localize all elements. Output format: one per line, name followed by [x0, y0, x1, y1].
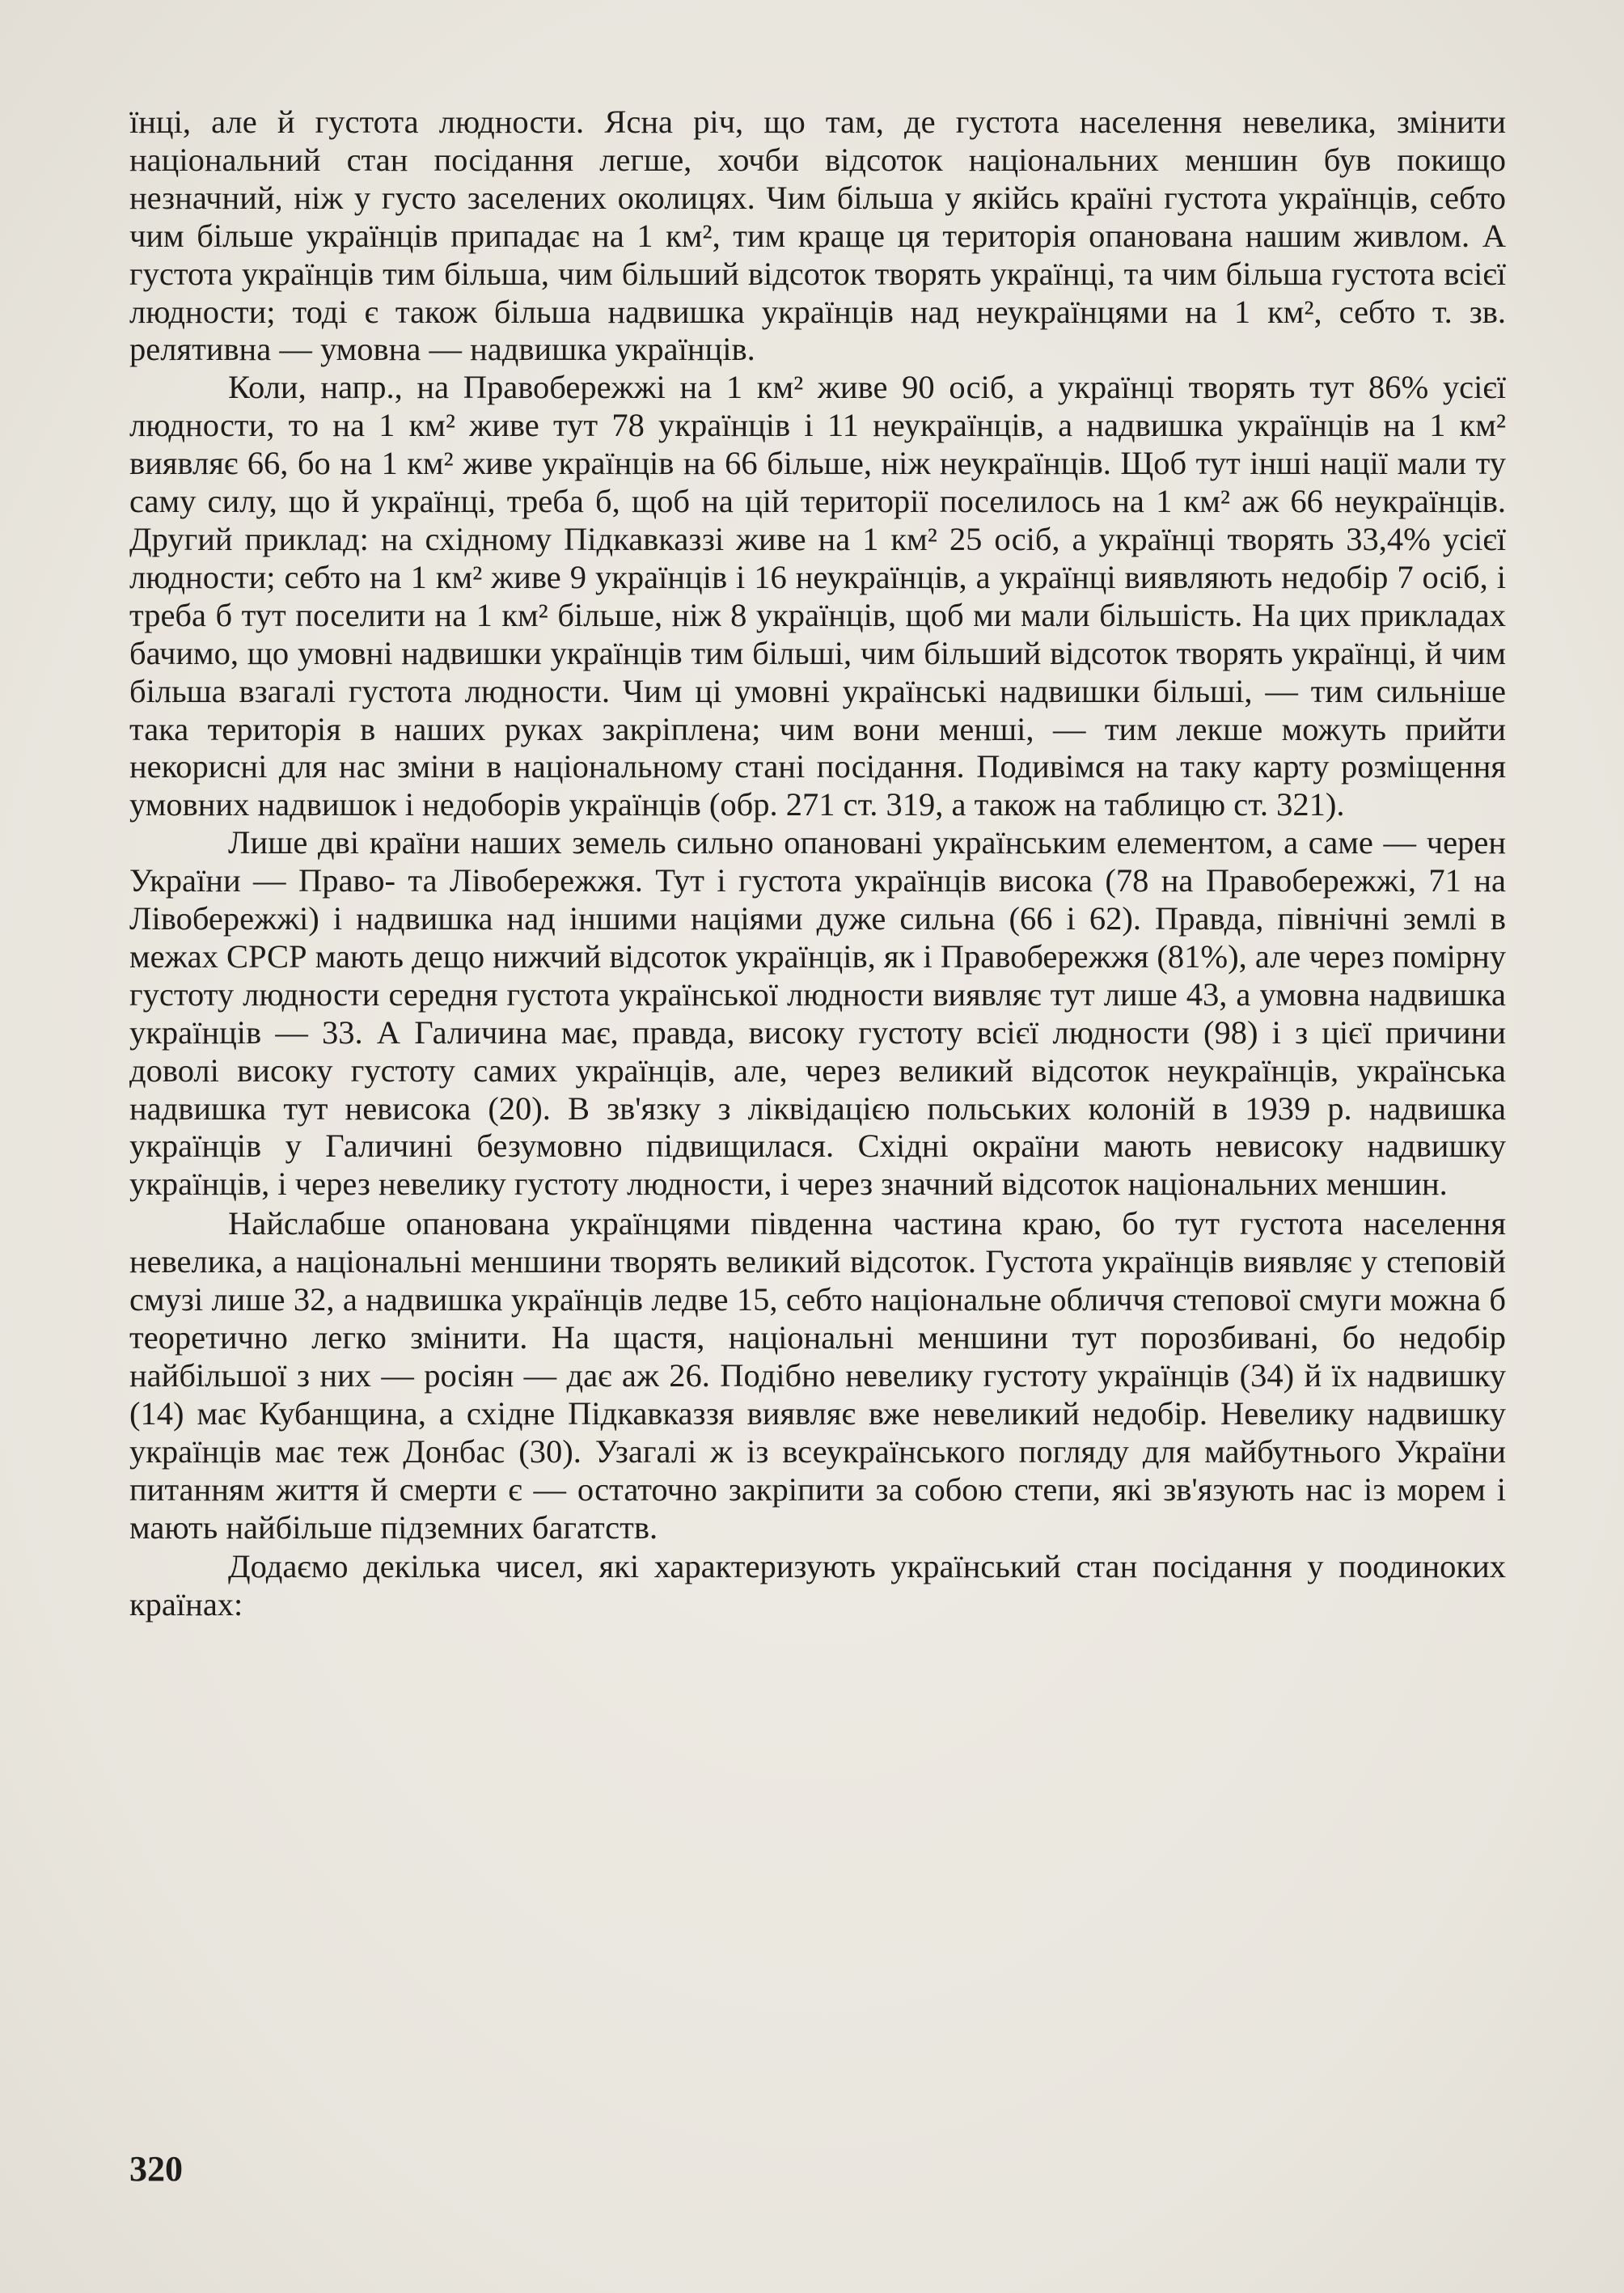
paragraph-5: Додаємо декілька чисел, які характеризують український стан посідання у поодиноких країнах:: [129, 1548, 1506, 1623]
page-number: 320: [129, 2149, 183, 2189]
paragraph-3: Лише дві країни наших земель сильно опановані українським елементом, а саме — черен України — Право- та Лівобережжя. Тут і густота українців висока (78 на Правобережжі, 71 на Лівобережжі) і надвишка над іншими націями дуже сильна (66 і 62). Правда, північні землі в межах СРСР мають дещо нижчий відсоток українців, як і Правобережжя (81%), але через помірну густоту людности середня густота української людности виявляє тут лише 43, а умовна надвишка українців — 33. А Галичина має, правда, високу густоту всієї людности (98) і з цієї причини доволі високу густоту самих українців, але, через великий відсоток неукраїнців, українська надвишка тут невисока (20). В зв'язку з ліквідацією польських колоній в 1939 р. надвишка українців у Галичині безумовно підвищилася. Східні окраїни мають невисоку надвишку українців, і через невелику густоту людности, і через значний відсоток національних меншин.: [129, 824, 1506, 1203]
paragraph-2: Коли, напр., на Правобережжі на 1 км² живе 90 осіб, а українці творять тут 86% усієї людности, то на 1 км² живе тут 78 українців і 11 неукраїнців, а надвишка українців на 1 км² виявляє 66, бо на 1 км² живе українців на 66 більше, ніж неукраїнців. Щоб тут інші нації мали ту саму силу, що й українці, треба б, щоб на цій території поселилось на 1 км² аж 66 неукраїнців. Другий приклад: на східному Підкавказзі живе на 1 км² 25 осіб, а українці творять 33,4% усієї людности; себто на 1 км² живе 9 українців і 16 неукраїнців, а українці виявляють недобір 7 осіб, і треба б тут поселити на 1 км² більше, ніж 8 українців, щоб ми мали більшість. На цих прикладах бачимо, що умовні надвишки українців тим більші, чим більший відсоток творять українці, й чим більша взагалі густота людности. Чим ці умовні українські надвишки більші, — тим сильніше така територія в наших руках закріплена; чим вони менші, — тим лекше можуть прийти некорисні для нас зміни в національному стані посідання. Подивімся на таку карту розміщення умовних надвишок і недоборів українців (обр. 271 ст. 319, а також на таблицю ст. 321).: [129, 369, 1506, 823]
body-text: [129, 104, 1506, 1624]
paragraph-1: їнці, але й густота людности. Ясна річ, що там, де густота населення невелика, змінити національний стан посідання легше, хочби відсоток національних меншин був покищо незначний, ніж у густо заселених околицях. Чим більша у якійсь країні густота українців, себто чим більше українців припадає на 1 км², тим краще ця територія опанована нашим живлом. А густота українців тим більша, чим більший відсоток творять українці, та чим більша густота всієї людности; тоді є також більша надвишка українців над неукраїнцями на 1 км², себто т. зв. релятивна — умовна — надвишка українців.: [129, 104, 1506, 368]
paragraph-4: Найслабше опанована українцями південна частина краю, бо тут густота населення невелика, а національні меншини творять великий відсоток. Густота українців виявляє у степовій смузі лише 32, а надвишка українців ледве 15, себто національне обличчя степової смуги можна б теоретично легко змінити. На щастя, національні меншини тут порозбивані, бо недобір найбільшої з них — росіян — дає аж 26. Подібно невелику густоту українців (34) й їх надвишку (14) має Кубанщина, а східне Підкавказзя виявляє вже невеликий недобір. Невелику надвишку українців має теж Донбас (30). Узагалі ж із всеукраїнського погляду для майбутнього України питанням життя й смерти є — остаточно закріпити за собою степи, які зв'язують нас із морем і мають найбільше підземних багатств.: [129, 1205, 1506, 1546]
